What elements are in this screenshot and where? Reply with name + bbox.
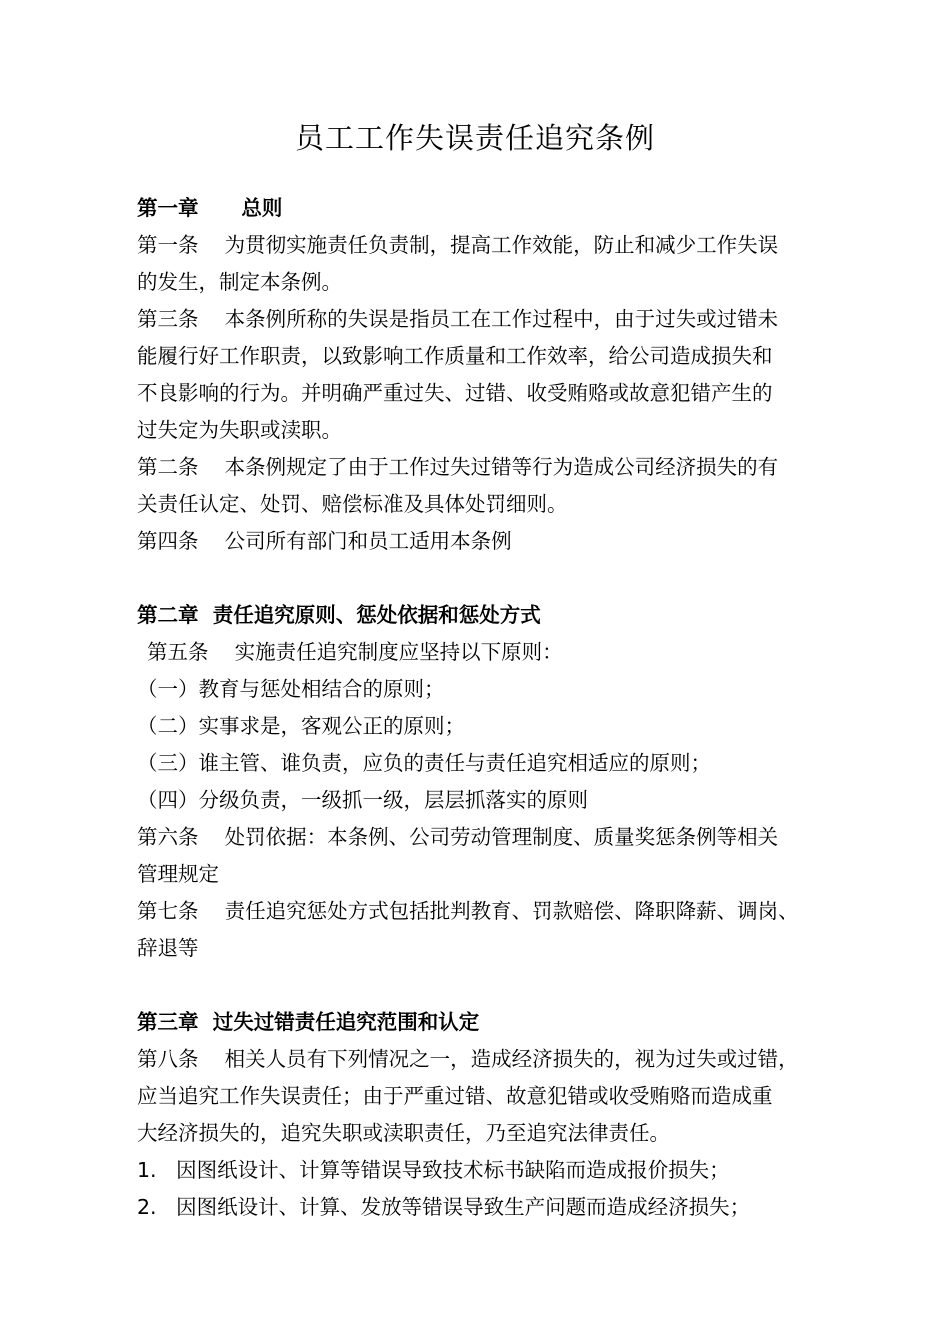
paragraph-line: 管理规定	[137, 862, 219, 886]
paragraph-line: 大经济损失的，追究失职或渎职责任，乃至追究法律责任。	[137, 1121, 670, 1145]
paragraph-line: 应当追究工作失误责任；由于严重过错、故意犯错或收受贿赂而造成重	[137, 1084, 773, 1108]
paragraph-line: 第八条 相关人员有下列情况之一，造成经济损失的，视为过失或过错，	[137, 1047, 799, 1071]
paragraph-line: 的发生，制定本条例。	[137, 270, 342, 294]
paragraph-line: 能履行好工作职责，以致影响工作质量和工作效率，给公司造成损失和	[137, 344, 773, 368]
paragraph-line: 第一条 为贯彻实施责任负责制，提高工作效能，防止和减少工作失误	[137, 233, 779, 257]
paragraph-line: 关责任认定、处罚、赔偿标准及具体处罚细则。	[137, 492, 568, 516]
section-spacer	[137, 560, 867, 597]
chapter-1-heading: 第一章 总则	[137, 196, 283, 220]
paragraph-line: （四）分级负责，一级抓一级，层层抓落实的原则	[137, 788, 588, 812]
paragraph-line: 辞退等	[137, 936, 199, 960]
paragraph-line: 第六条 处罚依据：本条例、公司劳动管理制度、质量奖惩条例等相关	[137, 825, 779, 849]
chapter-2-heading: 第二章 责任追究原则、惩处依据和惩处方式	[137, 603, 541, 627]
paragraph-line: 第三条 本条例所称的失误是指员工在工作过程中，由于过失或过错未	[137, 307, 779, 331]
paragraph-line: 第二条 本条例规定了由于工作过失过错等行为造成公司经济损失的有	[137, 455, 779, 479]
paragraph-line: （一）教育与惩处相结合的原则；	[137, 677, 445, 701]
chapter-1-lines	[137, 227, 867, 560]
paragraph-line: （二）实事求是，客观公正的原则；	[137, 714, 465, 738]
chapter-3-lines	[137, 1041, 867, 1226]
chapter-2-lines	[137, 634, 867, 967]
chapter-3-heading: 第三章 过失过错责任追究范围和认定	[137, 1010, 480, 1034]
section-spacer	[137, 967, 867, 1004]
list-item: 2. 因图纸设计、计算、发放等错误导致生产问题而造成经济损失；	[137, 1195, 751, 1219]
paragraph-line: （三）谁主管、谁负责，应负的责任与责任追究相适应的原则；	[137, 751, 711, 775]
document-body	[137, 190, 867, 1226]
paragraph-line: 第四条 公司所有部门和员工适用本条例	[137, 529, 512, 553]
document-title: 员工工作失误责任追究条例	[294, 121, 655, 155]
paragraph-line: 第七条 责任追究惩处方式包括批判教育、罚款赔偿、降职降薪、调岗、	[137, 899, 799, 923]
list-item: 1. 因图纸设计、计算等错误导致技术标书缺陷而造成报价损失；	[137, 1158, 730, 1182]
paragraph-line: 过失定为失职或渎职。	[137, 418, 342, 442]
paragraph-line: 不良影响的行为。并明确严重过失、过错、收受贿赂或故意犯错产生的	[137, 381, 773, 405]
paragraph-line: 第五条 实施责任追究制度应坚持以下原则：	[147, 640, 563, 664]
